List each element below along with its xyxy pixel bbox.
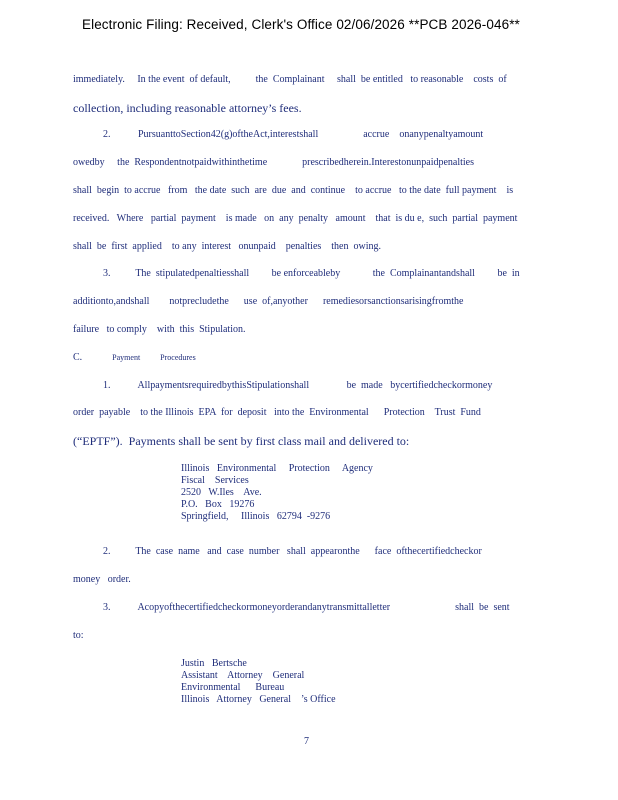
address-line: P.O. Box 19276 (181, 499, 255, 510)
address-block-attorney-general (181, 658, 336, 706)
address-line: Assistant Attorney General (181, 670, 305, 681)
section-heading: C. Payment Procedures (73, 352, 196, 363)
address-block-epa (181, 463, 373, 523)
body-line: additionto,andshall notprecludethe use of,anyother remediesorsanctionsarisingfromthe (73, 296, 464, 307)
section-heading-title: Payment Procedures (112, 353, 196, 362)
body-line: (“EPTF”). Payments shall be sent by first class mail and delivered to: (73, 434, 410, 448)
filing-stamp-header: Electronic Filing: Received, Clerk's Office 02/06/2026 **PCB 2026-046** (82, 17, 520, 32)
body-line: owedby the Respondentnotpaidwithinthetime prescribedherein.Interestonunpaidpenalties (73, 157, 475, 168)
address-line: Illinois Environmental Protection Agency (181, 463, 373, 474)
address-line: Justin Bertsche (181, 658, 247, 669)
body-line: 2. The case name and case number shall appearonthe face ofthecertifiedcheckor (73, 546, 482, 557)
page-number: 7 (304, 736, 309, 747)
body-line: shall be first applied to any interest onunpaid penalties then owing. (73, 241, 381, 252)
body-line: shall begin to accrue from the date such are due and continue to accrue to the date full payment is (73, 185, 514, 196)
address-line: Environmental Bureau (181, 682, 285, 693)
body-line: 1. AllpaymentsrequiredbythisStipulationshall be made bycertifiedcheckormoney (73, 380, 493, 391)
address-line: 2520 W.Iles Ave. (181, 487, 262, 498)
body-line: 3. The stipulatedpenaltiesshall be enforceableby the Complainantandshall be in (73, 268, 520, 279)
body-line: 2. PursuanttoSection42(g)oftheAct,interestshall accrue onanypenaltyamount (73, 129, 484, 140)
body-line: failure to comply with this Stipulation. (73, 324, 246, 335)
address-line: Fiscal Services (181, 475, 249, 486)
address-line: Springfield, Illinois 62794 -9276 (181, 511, 331, 522)
address-line: Illinois Attorney General ’s Office (181, 694, 336, 705)
body-line: to: (73, 630, 84, 641)
body-line: collection, including reasonable attorney’s fees. (73, 101, 302, 115)
body-line: order payable to the Illinois EPA for deposit into the Environmental Protection Trust Fund (73, 407, 481, 418)
body-line: received. Where partial payment is made on any penalty amount that is du e, such partial payment (73, 213, 518, 224)
body-line: money order. (73, 574, 131, 585)
body-line: 3. Acopyofthecertifiedcheckormoneyorderandanytransmittalletter shall be sent (73, 602, 510, 613)
body-line: immediately. In the event of default, the Complainant shall be entitled to reasonable costs of (73, 74, 507, 85)
